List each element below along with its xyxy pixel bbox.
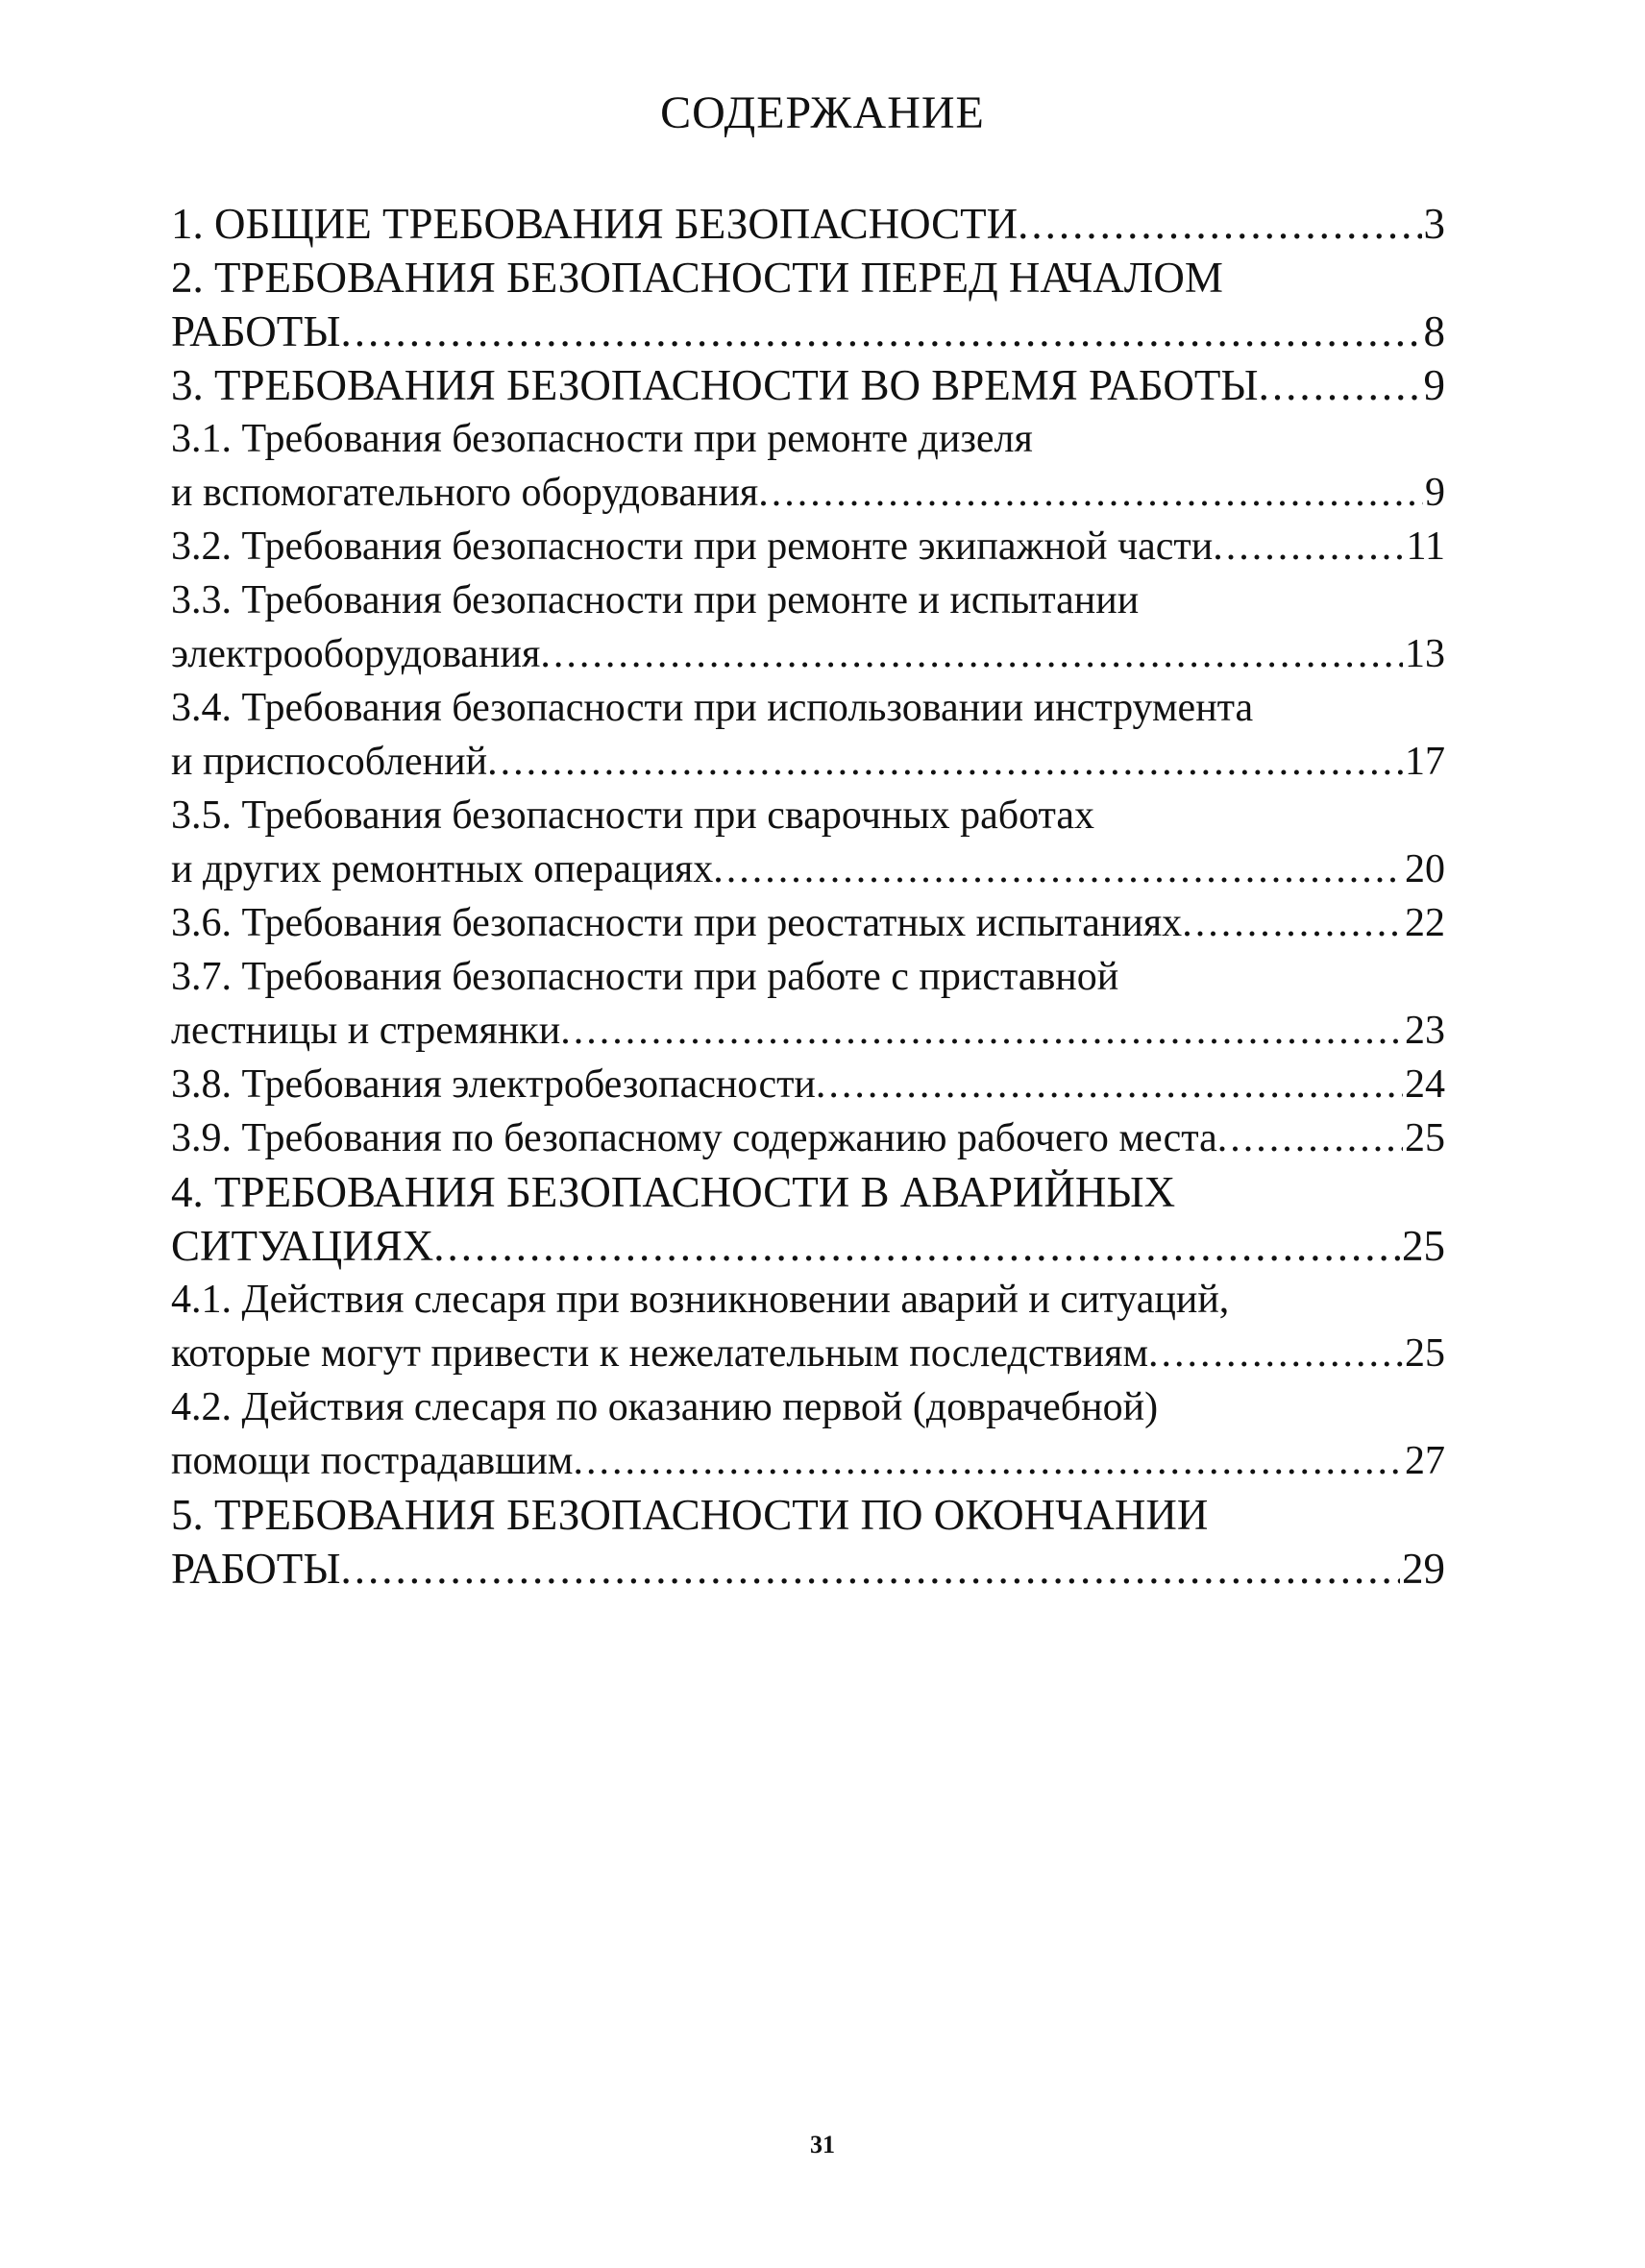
toc-entry[interactable] xyxy=(171,358,1445,412)
toc-entry-title: и вспомогательного оборудования xyxy=(171,471,759,515)
toc-entry[interactable] xyxy=(171,950,1445,1058)
toc-entry[interactable] xyxy=(171,896,1445,950)
dot-leader xyxy=(341,305,1422,358)
toc-entry[interactable] xyxy=(171,1058,1445,1111)
toc-page-number: 9 xyxy=(1423,361,1445,409)
toc-entry[interactable] xyxy=(171,197,1445,251)
toc-entry-line: 3.4. Требования безопасности при использовании инструмента xyxy=(171,686,1254,730)
toc-entry-last-line xyxy=(171,520,1445,573)
dot-leader xyxy=(816,1058,1403,1111)
toc-entry-title: 3.6. Требования безопасности при реостатных испытаниях xyxy=(171,901,1183,945)
toc-entry-title: которые могут привести к нежелательным последствиям xyxy=(171,1331,1149,1376)
dot-leader xyxy=(573,1434,1403,1488)
page-title: СОДЕРЖАНИЕ xyxy=(660,87,985,138)
toc-entry-line: 5. ТРЕБОВАНИЯ БЕЗОПАСНОСТИ ПО ОКОНЧАНИИ xyxy=(171,1491,1209,1539)
toc-entry-last-line xyxy=(171,1111,1445,1165)
toc-page-number: 25 xyxy=(1402,1222,1445,1270)
toc-entry[interactable] xyxy=(171,412,1445,520)
dot-leader xyxy=(1018,197,1421,251)
toc-entry-line: 3.5. Требования безопасности при сварочных работах xyxy=(171,793,1095,838)
dot-leader xyxy=(1259,358,1422,412)
toc-entry-last-line xyxy=(171,842,1445,896)
toc-entry-title: электрооборудования xyxy=(171,632,541,676)
toc-entry-title: СИТУАЦИЯХ xyxy=(171,1222,434,1270)
toc-entry-title: лестницы и стремянки xyxy=(171,1009,561,1053)
dot-leader xyxy=(1213,520,1404,573)
toc-page-number: 25 xyxy=(1405,1116,1445,1160)
dot-leader xyxy=(487,735,1403,789)
toc-page-number: 27 xyxy=(1405,1439,1445,1483)
toc-page-number: 3 xyxy=(1423,200,1445,248)
toc-entry[interactable] xyxy=(171,1165,1445,1273)
toc-entry-title: 1. ОБЩИЕ ТРЕБОВАНИЯ БЕЗОПАСНОСТИ xyxy=(171,200,1019,248)
toc-entry-last-line xyxy=(171,1004,1445,1058)
dot-leader xyxy=(560,1004,1403,1058)
table-of-contents xyxy=(171,197,1445,1596)
toc-entry[interactable] xyxy=(171,789,1445,896)
toc-page-number: 29 xyxy=(1402,1545,1445,1593)
toc-entry[interactable] xyxy=(171,1111,1445,1165)
toc-entry-title: помощи пострадавшим xyxy=(171,1439,574,1483)
toc-entry-last-line xyxy=(171,1327,1445,1380)
toc-entry-last-line xyxy=(171,896,1445,950)
toc-page-number: 13 xyxy=(1405,632,1445,676)
toc-entry-title: РАБОТЫ xyxy=(171,1545,341,1593)
toc-entry-title: 3.9. Требования по безопасному содержанию рабочего места xyxy=(171,1116,1217,1160)
toc-entry[interactable] xyxy=(171,251,1445,358)
toc-entry-last-line xyxy=(171,1434,1445,1488)
toc-entry-line: 3.1. Требования безопасности при ремонте дизеля xyxy=(171,417,1033,461)
toc-entry-last-line xyxy=(171,1219,1445,1273)
toc-page-number: 11 xyxy=(1406,524,1445,569)
page-number: 31 xyxy=(810,2131,835,2158)
toc-entry-last-line xyxy=(171,1542,1445,1596)
toc-entry-title: 3.2. Требования безопасности при ремонте экипажной части xyxy=(171,524,1214,569)
toc-page-number: 23 xyxy=(1405,1009,1445,1053)
dot-leader xyxy=(1148,1327,1403,1380)
toc-entry-title: и других ремонтных операциях xyxy=(171,847,714,891)
dot-leader xyxy=(713,842,1403,896)
toc-entry-last-line xyxy=(171,466,1445,520)
toc-page-number: 22 xyxy=(1405,901,1445,945)
toc-entry-line: 4.1. Действия слесаря при возникновении аварий и ситуаций, xyxy=(171,1278,1230,1322)
toc-page-number: 25 xyxy=(1405,1331,1445,1376)
toc-page-number: 24 xyxy=(1405,1062,1445,1107)
toc-entry-last-line xyxy=(171,305,1445,358)
toc-entry-last-line xyxy=(171,358,1445,412)
dot-leader xyxy=(540,627,1403,681)
toc-page-number: 20 xyxy=(1405,847,1445,891)
toc-entry[interactable] xyxy=(171,1380,1445,1488)
toc-page-number: 17 xyxy=(1405,740,1445,784)
toc-entry-last-line xyxy=(171,197,1445,251)
toc-entry[interactable] xyxy=(171,520,1445,573)
toc-entry-title: 3.8. Требования электробезопасности xyxy=(171,1062,816,1107)
toc-page-number: 9 xyxy=(1425,471,1445,515)
toc-entry-line: 4. ТРЕБОВАНИЯ БЕЗОПАСНОСТИ В АВАРИЙНЫХ xyxy=(171,1168,1176,1216)
toc-entry-title: 3. ТРЕБОВАНИЯ БЕЗОПАСНОСТИ ВО ВРЕМЯ РАБОТЫ xyxy=(171,361,1259,409)
toc-entry-line: 4.2. Действия слесаря по оказанию первой (доврачебной) xyxy=(171,1385,1159,1429)
toc-entry-line: 3.3. Требования безопасности при ремонте и испытании xyxy=(171,578,1140,622)
dot-leader xyxy=(341,1542,1400,1596)
toc-entry-line: 3.7. Требования безопасности при работе с приставной xyxy=(171,955,1119,999)
toc-entry-last-line xyxy=(171,735,1445,789)
toc-entry-title: РАБОТЫ xyxy=(171,307,341,355)
toc-entry[interactable] xyxy=(171,681,1445,789)
dot-leader xyxy=(758,466,1423,520)
toc-entry[interactable] xyxy=(171,1273,1445,1380)
dot-leader xyxy=(433,1219,1400,1273)
toc-entry[interactable] xyxy=(171,1488,1445,1596)
toc-entry-last-line xyxy=(171,1058,1445,1111)
toc-page-number: 8 xyxy=(1423,307,1445,355)
dot-leader xyxy=(1182,896,1403,950)
toc-entry-line: 2. ТРЕБОВАНИЯ БЕЗОПАСНОСТИ ПЕРЕД НАЧАЛОМ xyxy=(171,254,1223,302)
toc-entry-last-line xyxy=(171,627,1445,681)
dot-leader xyxy=(1217,1111,1403,1165)
toc-entry[interactable] xyxy=(171,573,1445,681)
toc-entry-title: и приспособлений xyxy=(171,740,488,784)
